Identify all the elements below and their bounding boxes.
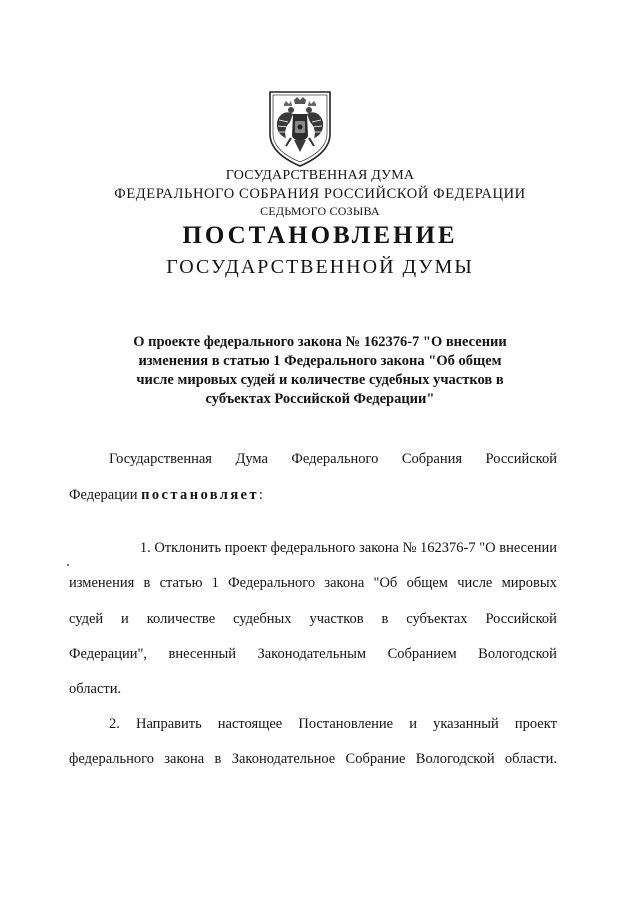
- preamble-suffix: :: [258, 487, 263, 503]
- word: Российской: [485, 611, 557, 627]
- preamble-line-1: [109, 451, 557, 468]
- convocation: СЕДЬМОГО СОЗЫВА: [260, 204, 380, 218]
- word: Направить: [135, 716, 202, 732]
- word: Постановление: [298, 716, 394, 732]
- document-issuer: ГОСУДАРСТВЕННОЙ ДУМЫ: [166, 256, 474, 278]
- item-2-line-1: [109, 716, 557, 733]
- word: настоящее: [217, 716, 283, 732]
- word: Собрания: [401, 451, 463, 467]
- item-1-line-2: [69, 575, 557, 592]
- word: "Об: [373, 575, 398, 591]
- word: Государственная: [109, 451, 212, 467]
- word: закона: [324, 575, 365, 591]
- word: субъектах: [406, 611, 468, 627]
- word: статью: [159, 575, 203, 591]
- subject-line: О проекте федерального закона № 162376-7 "О внесении: [133, 334, 507, 350]
- word: и: [409, 716, 417, 732]
- word: и: [121, 611, 129, 627]
- word: судей: [69, 611, 104, 627]
- word: Федерального: [291, 451, 379, 467]
- word: в: [381, 611, 389, 627]
- word: внесенный: [168, 646, 236, 662]
- word: Собранием: [387, 646, 457, 662]
- word: мировых: [501, 575, 557, 591]
- document-type: ПОСТАНОВЛЕНИЕ: [182, 222, 458, 249]
- subject-line: изменения в статью 1 Федерального закона "Об общем: [138, 353, 502, 369]
- word: Дума: [235, 451, 268, 467]
- state-emblem-icon: [264, 88, 336, 168]
- word: числе: [457, 575, 493, 591]
- word: изменения: [69, 575, 135, 591]
- subject-line: числе мировых судей и количестве судебных участков в: [136, 372, 504, 388]
- word: количестве: [146, 611, 216, 627]
- item-1-line-5: области.: [69, 681, 122, 697]
- word: 2.: [109, 716, 120, 732]
- word: указанный: [433, 716, 499, 732]
- word: общем: [406, 575, 448, 591]
- item-1-line-1: 1. Отклонить проект федерального закона № 162376-7 "О внесении: [139, 540, 557, 556]
- org-name-line1: ГОСУДАРСТВЕННАЯ ДУМА: [225, 168, 415, 183]
- word: Вологодской: [478, 646, 557, 662]
- item-2-line-2: федерального закона в Законодательное Собрание Вологодской области.: [69, 751, 557, 767]
- word: Российской: [485, 451, 557, 467]
- preamble-prefix: Федерации: [69, 487, 142, 503]
- preamble-verb: постановляет: [141, 487, 259, 503]
- word: в: [143, 575, 151, 591]
- preamble-line-2: [69, 487, 557, 504]
- document-subject: [0, 333, 640, 409]
- word: проект: [514, 716, 557, 732]
- word: 1: [211, 575, 219, 591]
- word: участков: [309, 611, 364, 627]
- subject-line: субъектах Российской Федерации": [205, 391, 435, 407]
- item-1-line-3: [69, 611, 557, 628]
- item-1-line-4: [69, 646, 557, 663]
- word: Федерации",: [69, 646, 148, 662]
- word: судебных: [233, 611, 292, 627]
- org-name-line2: ФЕДЕРАЛЬНОГО СОБРАНИЯ РОССИЙСКОЙ ФЕДЕРАЦИИ: [114, 186, 526, 202]
- word: Законодательным: [257, 646, 367, 662]
- word: Федерального: [228, 575, 316, 591]
- scan-speck: [67, 564, 69, 566]
